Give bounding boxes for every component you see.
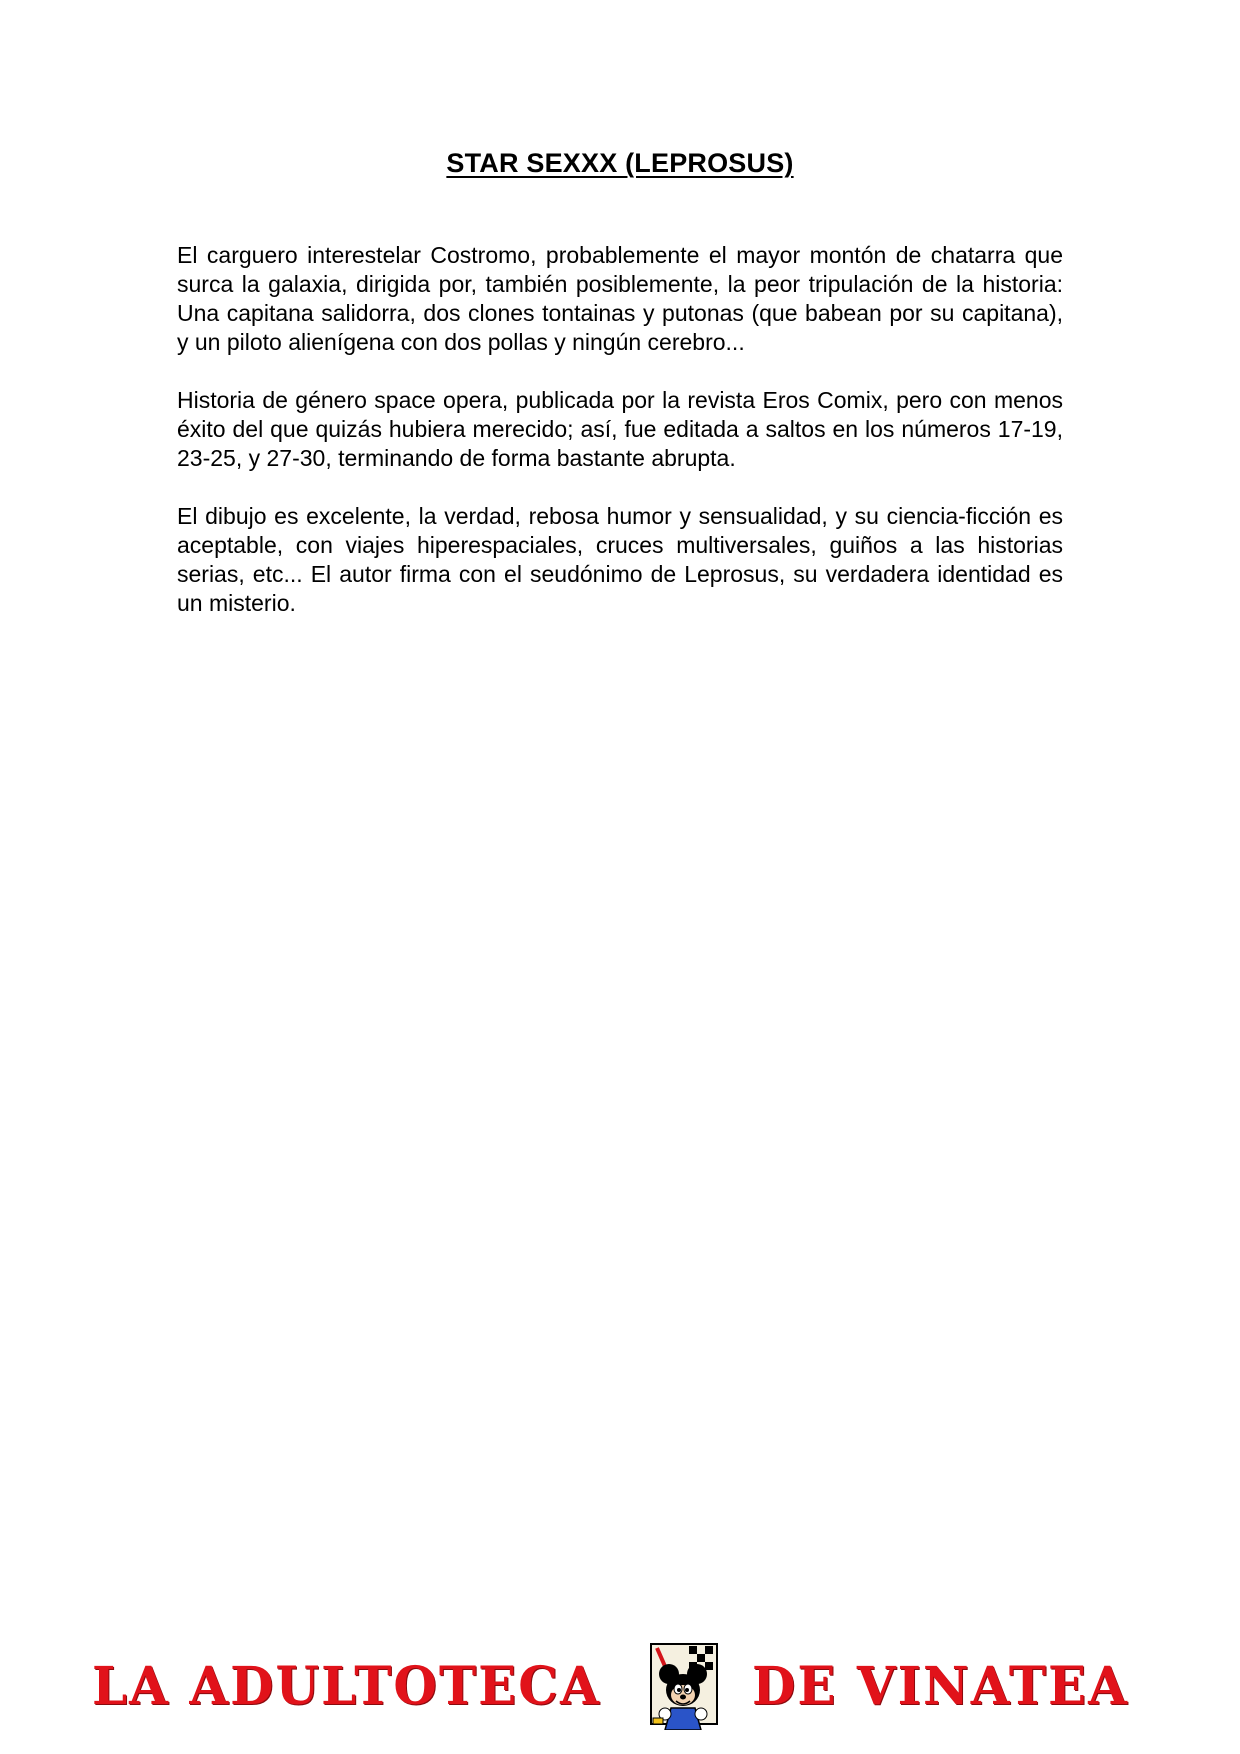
footer-brand-left: LA ADULTOTECA <box>92 1654 601 1717</box>
document-title: STAR SEXXX (LEPROSUS) <box>446 148 794 178</box>
paragraph-3: El dibujo es excelente, la verdad, rebosa humor y sensualidad, y su ciencia-ficción es aceptable, con viajes hiperespaciales, cruces multiversales, guiños a las historias serias, etc... El autor firma con el seudónimo de Leprosus, su verdadera identidad es un misterio. <box>177 503 1063 616</box>
footer-banner <box>0 1640 1240 1730</box>
mascot-logo-icon <box>641 1640 727 1730</box>
paragraph-1: El carguero interestelar Costromo, probablemente el mayor montón de chatarra que surca la galaxia, dirigida por, también posiblemente, la peor tripulación de la historia: Una capitana salidorra, dos clones tontainas y putonas (que babean por su capitana), y un piloto alienígena con dos pollas y ningún cerebro... <box>177 242 1063 355</box>
paragraph-2: Historia de género space opera, publicada por la revista Eros Comix, pero con menos éxito del que quizás hubiera merecido; así, fue editada a saltos en los números 17-19, 23-25, y 27-30, terminando de forma bastante abrupta. <box>177 387 1063 471</box>
footer-brand-right: DE VINATEA <box>752 1654 1129 1717</box>
document-body <box>177 241 1063 647</box>
